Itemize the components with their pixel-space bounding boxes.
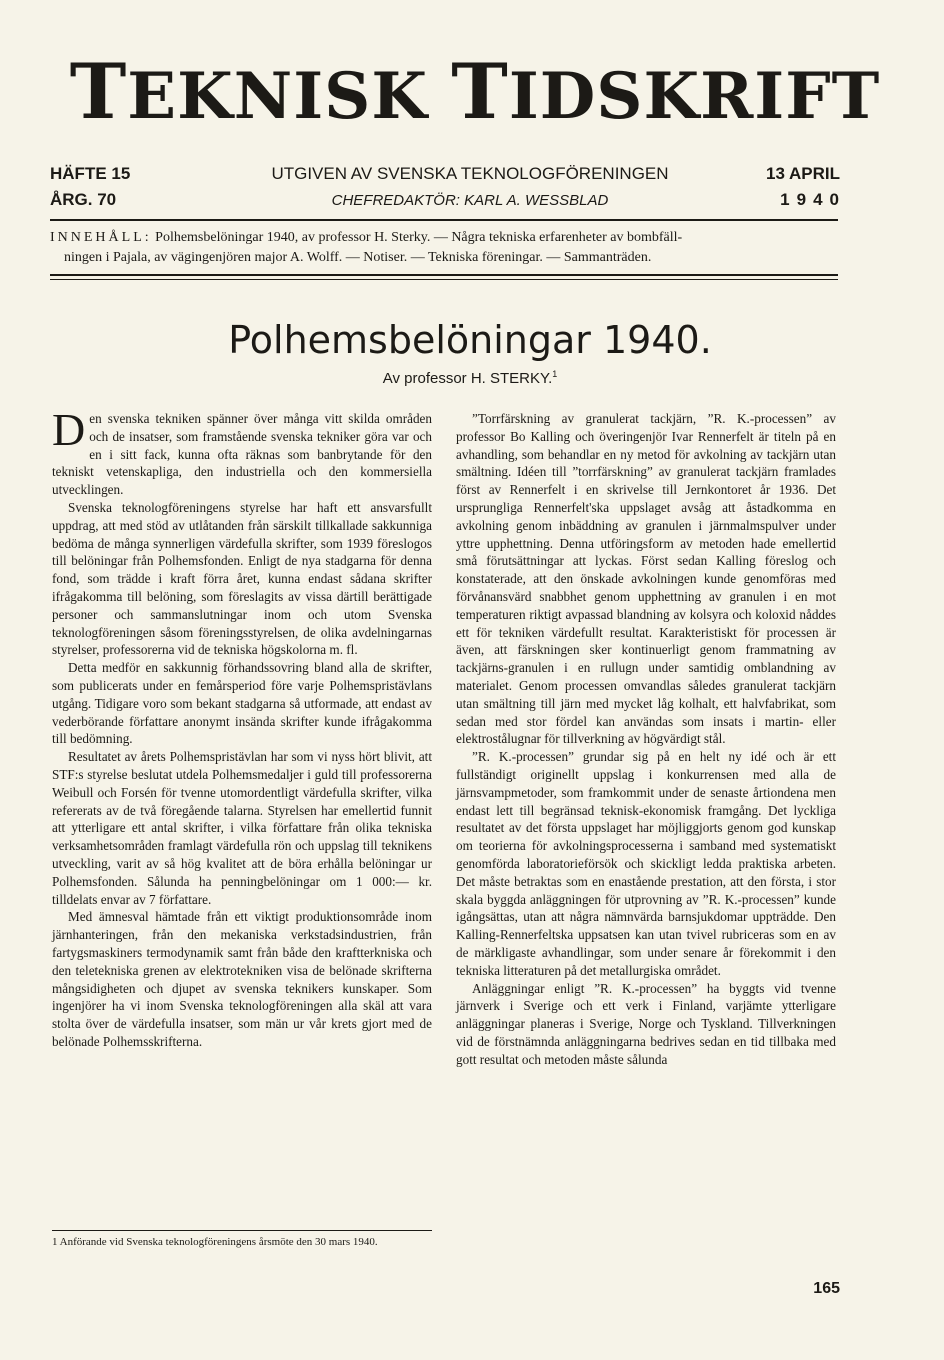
masthead-initial-1: T bbox=[69, 47, 128, 136]
issue-number: HÄFTE 15 bbox=[50, 164, 131, 183]
paragraph: ”R. K.-processen” grundar sig på en helt ny idé och är ett fullständigt originellt uppslag i konkurrensen med alla de järnsvampmetoder, som framkommit under de senaste årtiondena men endast lett till begränsad teknisk-ekonomisk framgång. Det lyckliga resultatet av det första uppslaget har möjliggjorts genom god kunskap om teorierna för avkolningsprocesserna i samband med systematiskt genomförda laboratorieförsök och skickligt ledda praktiska arbeten. Det måste betraktas som en enastående prestation, att den första, i stor skala byggda anläggningen för utprovning av ”R. K.-processen” kunde igångsättas, utan att några nämnvärda barnsjukdomar uppträdde. Den Kalling-Rennerfeltska uppsatsen kan utan tvivel rubriceras som en av de märkligaste avhandlingar, som under senare år förekommit i den tekniska litteraturen på det metallurgiska området. bbox=[456, 749, 836, 978]
masthead-word-2: IDSKRIFT bbox=[508, 59, 881, 134]
publisher-line: UTGIVEN AV SVENSKA TEKNOLOGFÖRENINGEN bbox=[271, 164, 669, 183]
issue-date: 13 APRIL bbox=[765, 164, 840, 183]
toc-rule-top bbox=[50, 274, 838, 276]
header-rule bbox=[50, 219, 838, 221]
article-column-right bbox=[456, 410, 836, 1068]
article-byline: Av professor H. STERKY.$^1$ bbox=[382, 369, 558, 387]
paragraph: ”Torrfärskning av granulerat tackjärn, ”R. K.-processen” av professor Bo Kalling och överingenjör Ivar Rennerfelt är titeln på en avhandling, som behandlar en ny metod för avkolning av tackjärn utan smältning. Idéen till ”torrfärskning” av granulerat tackjärn framlades först av Rennerfelt i en skrivelse till Jernkontoret år 1936. Det ursprungliga Rennerfelt'ska uppslaget avsåg att åstadkomma en avkolning genom inbäddning av granulen i järnmalmspulver under yttre upphettning. Denna utföringsform av metoden hade emellertid små förutsättningar att lyckas. Först sedan Kalling föreslog och konstaterade, att den önskade avkolningen kunde genomföras med förvånansvärd snabbhet genom upphettning av granulen i en mot temperaturen riktigt avpassad blandning av kolsyra och koloxid nåddes ett för tekniken värdefullt resultat. Karakteristiskt för processen är även, att färskningen sker kontinuerligt genom frammatning av tackjärns-granulen i en rullugn under samtidig omblandning av materialet. Genom processen omvandlas således granulerat tackjärn utan smältning till järn med mycket låg kolhalt, ett halvfabrikat, som sedan med stor fördel kan användas som insats i martin- eller elektrostålugnar för tillverkning av högvärdigt stål. bbox=[456, 411, 836, 747]
toc-label: INNEHÅLL: bbox=[50, 230, 152, 245]
toc-line-2: ningen i Pajala, av vägingenjören major A. Wolff. — Notiser. — Tekniska föreningar. — Sammanträden. bbox=[64, 250, 652, 265]
paragraph: Svenska teknologföreningens styrelse har haft ett ansvarsfullt uppdrag, att med stöd av utlåtanden från särskilt tillkallade sakkunniga bedöma de många synnerligen värdefulla skrifter, som 1939 föreslogos till belöningar från Polhemsfonden. Enligt de nya stadgarna för denna fond, som trädde i kraft förra året, kunna endast sådana skrifter ifrågakomma till belöning, som föreslagits av vissa därtill berättigade personer och sammanslutningar inom och utom Svenska teknologföreningen såsom föreningsstyrelsen, de olika avdelningarnas styrelser, professorerna vid de tekniska högskolorna m. fl. bbox=[52, 499, 432, 658]
paragraph: Resultatet av årets Polhemspristävlan har som vi nyss hört blivit, att STF:s styrelse beslutat utdela Polhemsmedaljer i guld till professorerna Weibull och Forsén för tvenne utomordentligt värdefulla skrifter, vilka refererats av de två föregående talarna. Styrelsen har emellertid funnit att ytterligare ett antal skrifter, i vilka författare från olika tekniska verksamhetsområden framlagt värdefulla rön och uppslag till teknikens utveckling, varit av så hög kvalitet att de böra erhålla belöningar ur Polhemsfonden. Sålunda ha penningbelöningar om 1 000:— kr. tilldelats envar av 7 författare. bbox=[52, 749, 432, 907]
table-of-contents bbox=[50, 228, 840, 268]
paragraph: Med ämnesval hämtade från ett viktigt produktionsområde inom järnhanteringen, från den mekaniska verkstadsindustrien, från fartygsmaskiners termodynamik samt från både den kraftterkniska och den teletekniska grenen av elektrotekniken visa de belönade skrifterna mångsidigheten och djupet av svenska teknikers kunskaper. Som ingenjörer ha vi inom Svenska teknologföreningen alla skäl att vara stolta över de värdefulla insatser, som män ur vår krets gjort med de belönade Polhemsskrifterna. bbox=[52, 909, 432, 1049]
toc-line-1: INNEHÅLL: Polhemsbelöningar 1940, av professor H. Sterky. — Några tekniska erfarenheter av bombfäll- bbox=[50, 230, 683, 245]
toc-rule-bottom bbox=[50, 279, 838, 280]
journal-masthead bbox=[50, 47, 900, 136]
issue-year: 1940 bbox=[780, 190, 846, 209]
volume-year: ÅRG. 70 bbox=[50, 190, 117, 209]
paragraph: Anläggningar enligt ”R. K.-processen” ha byggts vid tvenne järnverk i Sverige och ett verk i Finland, varjämte ytterligare anläggningar planeras i Sverige, Norge och Tyskland. Tillverkningen vid de förstnämnda anläggningarna bedrives sedan en tid tillbaka med gott resultat och metoden måste sålunda bbox=[456, 980, 836, 1067]
drop-cap: D bbox=[52, 404, 86, 455]
masthead-initial-2: T bbox=[451, 47, 509, 136]
masthead-word-1: EKNISK bbox=[127, 59, 428, 134]
article-column-left bbox=[52, 404, 432, 1051]
editor-line: CHEFREDAKTÖR: KARL A. WESSBLAD bbox=[331, 192, 609, 209]
footnote: 1 Anförande vid Svenska teknologföreningens årsmöte den 30 mars 1940. bbox=[52, 1230, 432, 1249]
footnote-marker: 1 bbox=[552, 369, 558, 379]
paragraph: Detta medför en sakkunnig förhandssovring bland alla de skrifter, som publicerats under en femårsperiod före varje Polhemspristävlans utgång. Tidigare voro som bekant stadgarna så utformade, att endast av vederbörande författare anonymt insända skrifter kunde ifrågakomma till bedömning. bbox=[52, 660, 432, 747]
page-number: 165 bbox=[813, 1280, 840, 1297]
article-title: Polhemsbelöningar 1940. bbox=[228, 318, 712, 362]
paragraph: Den svenska tekniken spänner över många vitt skilda områden och de insatser, som framstående svenska tekniker göra var och en i sitt fack, kunna ofta räknas som banbrytande för den tekniskt vetenskapliga, den industriella och den kommersiella utvecklingen. bbox=[52, 404, 432, 498]
